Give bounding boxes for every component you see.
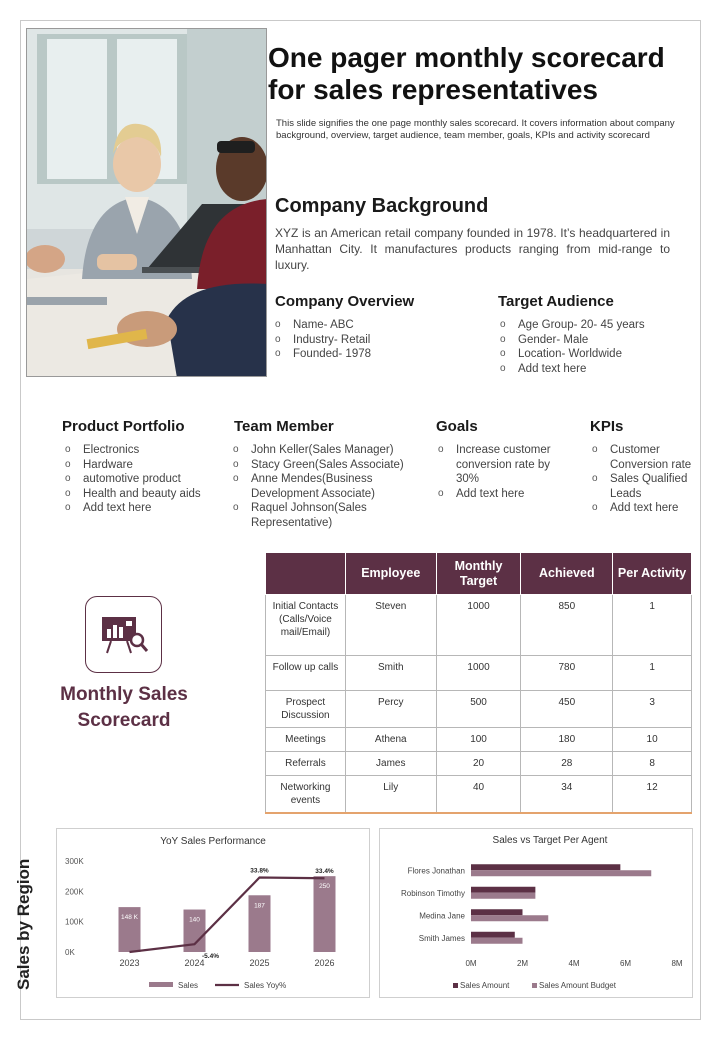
table-cell: Percy (345, 691, 436, 728)
list-item: o Hardware (65, 458, 225, 473)
kpis-heading: KPIs (590, 418, 624, 435)
table-cell: Steven (345, 595, 436, 656)
legend-sales-label: Sales (178, 981, 199, 990)
product-portfolio-heading: Product Portfolio (62, 418, 185, 435)
table-cell: 450 (521, 691, 613, 728)
table-cell: 20 (436, 752, 521, 776)
line-data-label: 33.4% (315, 868, 334, 876)
table-cell: 1 (613, 595, 692, 656)
company-overview-list (275, 318, 475, 362)
chart-title: Sales vs Target Per Agent (492, 835, 608, 846)
company-background-text: XYZ is an American retail company founded in 1978. It’s headquartered in Manhattan City. It manufactures products ranging from mid-range to luxury. (275, 226, 670, 272)
column-header: Employee (345, 553, 436, 595)
list-item: o Add text here (65, 501, 225, 516)
table-cell: Prospect Discussion (266, 691, 346, 728)
page-title: One pager monthly scorecard for sales representatives (268, 42, 665, 105)
list-item: o John Keller(Sales Manager) (233, 443, 418, 458)
table-row (266, 776, 692, 814)
table-row (266, 728, 692, 752)
sales-amount-bar (471, 864, 620, 870)
table-cell: 1000 (436, 656, 521, 691)
table-cell: 1000 (436, 595, 521, 656)
product-portfolio-list (65, 443, 225, 516)
yoy-line (130, 878, 325, 952)
sales-budget-bar (471, 893, 535, 899)
sales-budget-bar (471, 938, 523, 944)
category-label: Medina Jane (419, 911, 465, 921)
kpis-list (592, 443, 700, 516)
list-item: o Add text here (438, 487, 568, 502)
sales-vs-target-chart-svg (380, 829, 692, 997)
table-cell: James (345, 752, 436, 776)
list-item: o Add text here (500, 362, 690, 377)
goals-heading: Goals (436, 418, 478, 435)
bar-data-label: 148 K (121, 914, 138, 922)
line-data-label: 33.8% (250, 867, 269, 875)
table-cell: Networking events (266, 776, 346, 814)
table-cell: Meetings (266, 728, 346, 752)
list-item: o Founded- 1978 (275, 347, 475, 362)
legend-sales-budget-label: Sales Amount Budget (539, 981, 616, 990)
table-row (266, 595, 692, 656)
x-tick-label: 8M (671, 959, 683, 968)
column-header: Monthly Target (436, 553, 521, 595)
table-cell: Initial Contacts (Calls/Voice mail/Email) (266, 595, 346, 656)
target-audience-heading: Target Audience (498, 293, 614, 310)
legend-sales-amount-swatch (453, 983, 458, 988)
list-item: o automotive product (65, 472, 225, 487)
table-row (266, 691, 692, 728)
x-tick-label: 2026 (314, 958, 335, 968)
sales-budget-bar (471, 915, 548, 921)
column-header: Per Activity (613, 553, 692, 595)
table-cell: Lily (345, 776, 436, 814)
y-tick-label: 100K (65, 917, 84, 927)
list-item: o Anne Mendes(Business Development Associate) (233, 472, 418, 501)
target-audience-list (500, 318, 690, 376)
sales-amount-bar (471, 909, 523, 915)
sales-amount-bar (471, 932, 515, 938)
column-header (266, 553, 346, 595)
list-item: o Industry- Retail (275, 333, 475, 348)
list-item: o Increase customer conversion rate by 30% (438, 443, 568, 487)
category-label: Flores Jonathan (407, 866, 465, 876)
table-cell: 500 (436, 691, 521, 728)
category-label: Smith James (418, 933, 465, 943)
y-tick-label: 0K (65, 948, 75, 957)
x-tick-label: 6M (619, 959, 632, 968)
x-tick-label: 4M (568, 959, 580, 968)
table-cell: 10 (613, 728, 692, 752)
x-tick-label: 0M (465, 959, 477, 968)
list-item: o Sales Qualified Leads (592, 472, 700, 501)
list-item: o Customer Conversion rate (592, 443, 700, 472)
table-row (266, 752, 692, 776)
table-cell: Smith (345, 656, 436, 691)
table-cell: 100 (436, 728, 521, 752)
x-tick-label: 2M (516, 959, 529, 968)
legend-sales-swatch (149, 982, 173, 987)
yoy-sales-chart-svg (57, 829, 369, 997)
table-cell: 180 (521, 728, 613, 752)
bar-data-label: 140 (189, 916, 200, 924)
team-member-list (233, 443, 418, 530)
y-tick-label: 300K (65, 857, 84, 866)
x-tick-label: 2023 (119, 958, 140, 968)
list-item: o Raquel Johnson(Sales Representative) (233, 501, 418, 530)
legend-yoy-label: Sales Yoy% (244, 981, 287, 990)
bar-data-label: 187 (254, 902, 265, 910)
chart-title: YoY Sales Performance (160, 836, 266, 847)
scorecard-title: Monthly Sales Scorecard (60, 684, 188, 731)
table-cell: 3 (613, 691, 692, 728)
table-cell: Referrals (266, 752, 346, 776)
sales-amount-bar (471, 887, 535, 893)
y-tick-label: 200K (65, 887, 84, 897)
table-cell: Follow up calls (266, 656, 346, 691)
list-item: o Stacy Green(Sales Associate) (233, 458, 418, 473)
line-data-label: -5.4% (202, 953, 219, 961)
sales-by-region-label: Sales by Region (14, 858, 33, 990)
x-tick-label: 2025 (249, 958, 270, 968)
table-cell: 1 (613, 656, 692, 691)
goals-list (438, 443, 568, 501)
sales-vs-target-chart (379, 828, 693, 998)
list-item: o Electronics (65, 443, 225, 458)
presentation-chart-icon (85, 596, 162, 673)
table-header-row (266, 553, 692, 595)
table-cell: Athena (345, 728, 436, 752)
list-item: o Location- Worldwide (500, 347, 690, 362)
table-cell: 850 (521, 595, 613, 656)
company-overview-heading: Company Overview (275, 293, 415, 310)
category-label: Robinson Timothy (400, 888, 465, 898)
table-cell: 8 (613, 752, 692, 776)
table-row (266, 656, 692, 691)
list-item: o Health and beauty aids (65, 487, 225, 502)
x-tick-label: 2024 (184, 958, 205, 968)
table-cell: 34 (521, 776, 613, 814)
bar-data-label: 250 (319, 883, 330, 891)
page-subtitle: This slide signifies the one page monthly sales scorecard. It covers information about company background, overview, target audience, team member, goals, KPIs and activity scorecard (276, 118, 675, 141)
table-cell: 28 (521, 752, 613, 776)
company-background-heading: Company Background (275, 195, 489, 217)
column-header: Achieved (521, 553, 613, 595)
legend-sales-amount-label: Sales Amount (460, 981, 510, 990)
team-member-heading: Team Member (234, 418, 334, 435)
table-cell: 40 (436, 776, 521, 814)
table-cell: 780 (521, 656, 613, 691)
sales-budget-bar (471, 870, 651, 876)
yoy-sales-chart (56, 828, 370, 998)
legend-sales-budget-swatch (532, 983, 537, 988)
meeting-photo (26, 28, 267, 377)
list-item: o Gender- Male (500, 333, 690, 348)
list-item: o Age Group- 20- 45 years (500, 318, 690, 333)
scorecard-table (265, 552, 692, 814)
list-item: o Name- ABC (275, 318, 475, 333)
table-cell: 12 (613, 776, 692, 814)
list-item: o Add text here (592, 501, 700, 516)
